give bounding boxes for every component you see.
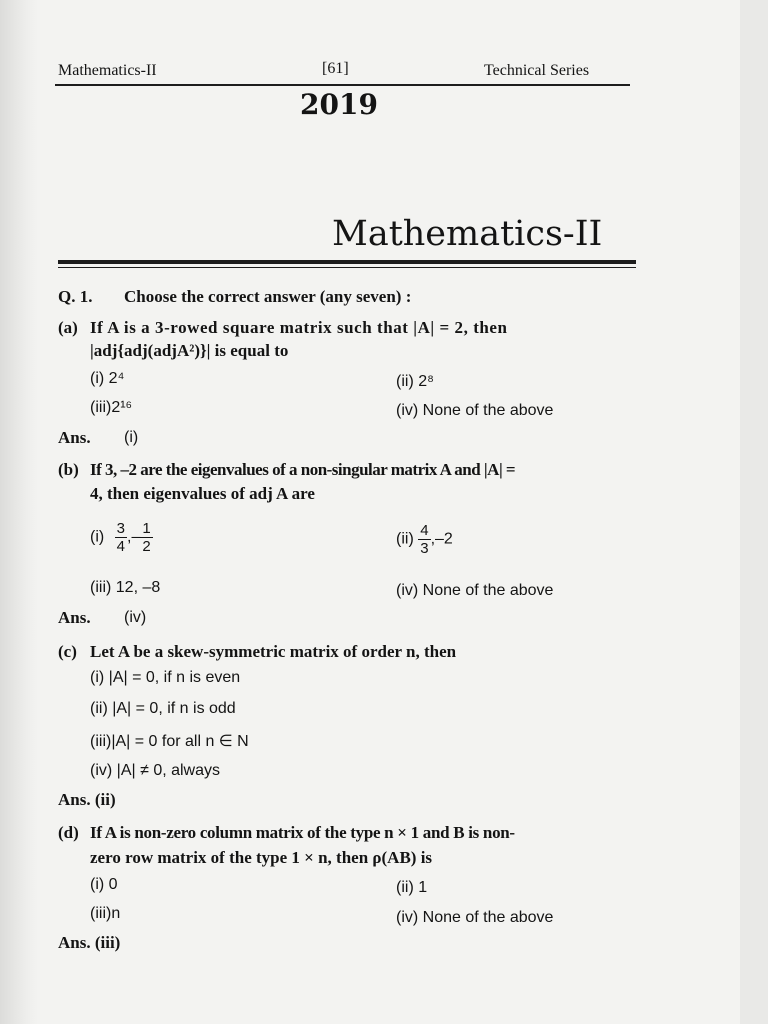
part-a-option-iii: (iii)2¹⁶ <box>90 399 133 416</box>
header-right: Technical Series <box>484 62 590 79</box>
part-c-option-i: (i) |A| = 0, if n is even <box>90 669 241 686</box>
part-b-option-i-separator: ,– <box>127 528 141 546</box>
fraction-numerator: 4 <box>420 522 429 539</box>
header-rule <box>55 84 630 86</box>
part-c-option-iii: (iii)|A| = 0 for all n ∈ N <box>90 733 249 750</box>
part-b-option-i-label: (i) <box>90 528 105 546</box>
part-d-option-iii: (iii)n <box>90 905 121 922</box>
part-b-option-iv: (iv) None of the above <box>396 582 554 599</box>
part-d-answer: Ans. (iii) <box>58 933 121 952</box>
part-d-stem-line1: If A is non-zero column matrix of the type n × 1 and B is non- <box>90 823 515 842</box>
part-a-option-iv: (iv) None of the above <box>396 402 554 419</box>
part-a-option-ii: (ii) 2⁸ <box>396 373 434 390</box>
part-c-stem-line1: Let A be a skew-symmetric matrix of order n, then <box>90 642 457 661</box>
part-a-stem-line2: |adj{adj(adjA²)}| is equal to <box>90 341 289 360</box>
fraction-denominator: 3 <box>420 540 429 557</box>
title-rule-thick <box>58 260 636 264</box>
part-d-option-i: (i) 0 <box>90 876 118 893</box>
subject-title: Mathematics-II <box>332 214 603 254</box>
part-b-option-iii: (iii) 12, –8 <box>90 579 161 596</box>
part-a-answer-label: Ans. <box>58 428 91 447</box>
part-c-option-ii: (ii) |A| = 0, if n is odd <box>90 700 236 717</box>
page-spine-shadow <box>0 0 38 1024</box>
fraction-denominator: 2 <box>142 538 151 555</box>
header-left: Mathematics-II <box>58 62 157 79</box>
part-a-option-i: (i) 2⁴ <box>90 370 125 387</box>
part-b-answer-label: Ans. <box>58 608 91 627</box>
part-b-option-ii-fraction <box>418 522 430 557</box>
header-page-number: [61] <box>322 60 349 77</box>
part-b-option-i-fraction-1 <box>115 520 127 555</box>
part-b-option-ii-label: (ii) <box>396 530 414 548</box>
question-instruction: Choose the correct answer (any seven) : <box>124 287 412 306</box>
book-page <box>30 0 740 1024</box>
part-a-label: (a) <box>58 318 78 337</box>
part-d-option-iv: (iv) None of the above <box>396 909 554 926</box>
question-number: Q. 1. <box>58 287 93 306</box>
part-c-answer: Ans. (ii) <box>58 790 116 809</box>
part-b-option-ii-rest: ,–2 <box>430 530 453 548</box>
part-a-answer: (i) <box>124 429 139 446</box>
part-b-option-ii <box>396 522 453 557</box>
part-d-label: (d) <box>58 823 79 842</box>
fraction-denominator: 4 <box>116 538 126 555</box>
part-b-option-i <box>90 520 153 555</box>
fraction-numerator: 3 <box>116 520 126 537</box>
fraction-numerator: 1 <box>142 520 151 537</box>
year-heading: 2019 <box>300 88 378 121</box>
part-b-stem-line1: If 3, –2 are the eigenvalues of a non-singular matrix A and |A| = <box>90 460 516 479</box>
part-c-option-iv: (iv) |A| ≠ 0, always <box>90 762 221 779</box>
title-rule-thin <box>58 267 636 268</box>
part-c-label: (c) <box>58 642 77 661</box>
part-d-stem-line2: zero row matrix of the type 1 × n, then ρ(AB) is <box>90 848 433 867</box>
part-d-option-ii: (ii) 1 <box>396 879 428 896</box>
part-b-answer: (iv) <box>124 609 147 626</box>
part-b-label: (b) <box>58 460 79 479</box>
part-a-stem-line1: If A is a 3-rowed square matrix such that |A| = 2, then <box>90 318 508 337</box>
part-b-stem-line2: 4, then eigenvalues of adj A are <box>90 484 315 503</box>
part-b-option-i-fraction-2 <box>140 520 152 555</box>
